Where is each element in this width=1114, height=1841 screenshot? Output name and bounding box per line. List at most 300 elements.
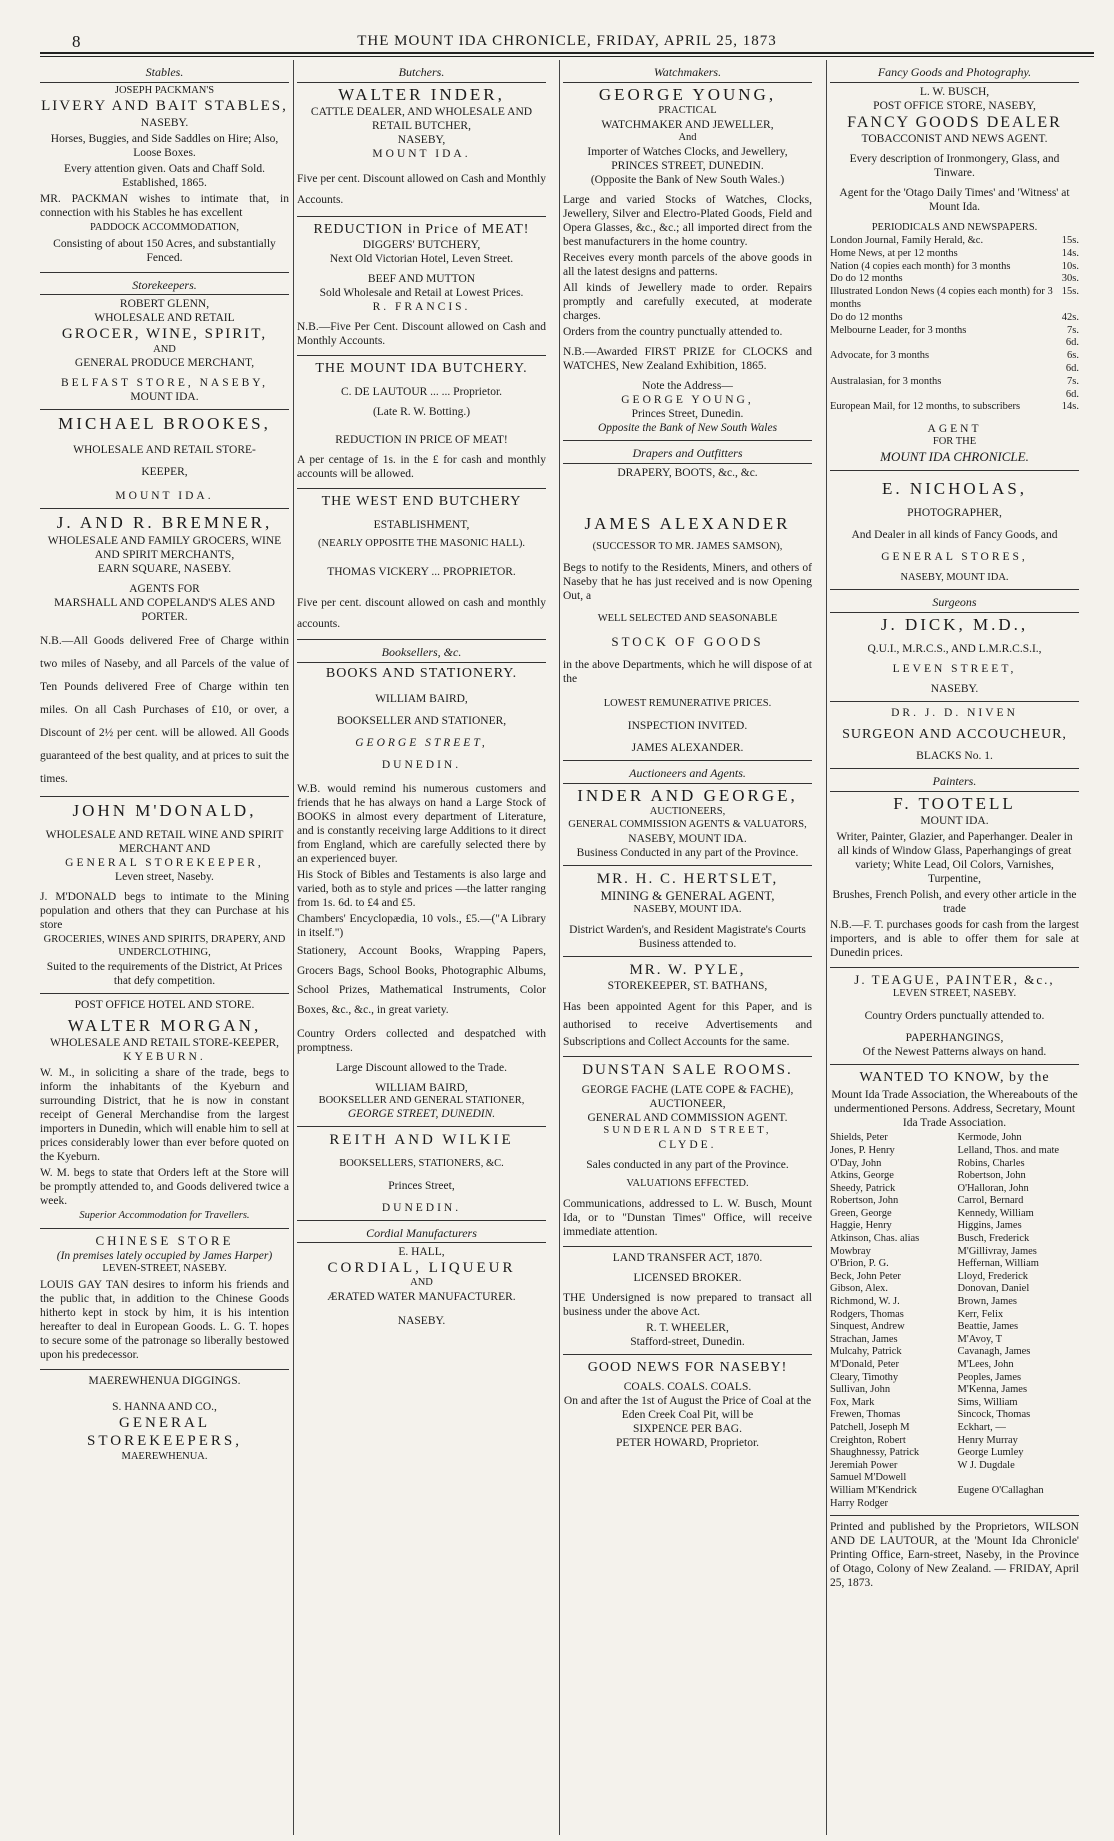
section-heading: Surgeons xyxy=(830,595,1079,613)
ad-line: Suited to the requirements of the District, At Prices that defy competition. xyxy=(46,960,283,987)
section-heading: Cordial Manufacturers xyxy=(297,1226,546,1244)
section-heading: Drapers and Outfitters xyxy=(563,446,812,464)
person-name: William M'Kendrick xyxy=(830,1484,917,1496)
person-name: Robertson, John xyxy=(830,1195,899,1207)
columns xyxy=(40,60,1094,1835)
ad-heading: F. TOOTELL xyxy=(893,793,1016,813)
person-name: George Lumley xyxy=(957,1447,1024,1459)
person-name xyxy=(958,1472,1080,1485)
ad-heading: CORDIAL, LIQUEUR xyxy=(327,1260,516,1277)
person-name: Henry Murray xyxy=(957,1434,1018,1446)
person-name: Carrol, Bernard xyxy=(957,1195,1024,1207)
ad-heading: GROCER, WINE, SPIRIT, xyxy=(61,326,268,343)
person-name: Sullivan, John xyxy=(830,1384,891,1396)
price-value: 10s. xyxy=(1061,260,1079,272)
ad-line: Next Old Victorian Hotel, Leven Street. xyxy=(329,252,514,265)
ad-line: BLACKS No. 1. xyxy=(916,749,993,762)
person-name: Frewen, Thomas xyxy=(830,1409,901,1421)
price-item: Nation (4 copies each month) for 3 months xyxy=(830,260,1011,272)
ad-niven xyxy=(830,702,1079,769)
person-name: Cavanagh, James xyxy=(957,1346,1031,1358)
ad-text: Communications, addressed to L. W. Busch, Mount Ida, or to "Dunstan Times" Office, will receive immediate attention. xyxy=(563,1198,812,1239)
price-item: Do do 12 months xyxy=(830,273,903,285)
section-heading: Fancy Goods and Photography. xyxy=(830,65,1079,83)
price-row xyxy=(830,261,1079,274)
ad-teague xyxy=(830,968,1079,1065)
person-name: Donovan, Daniel xyxy=(957,1283,1030,1295)
ad-heading: J. AND R. BREMNER, xyxy=(56,513,273,533)
ad-busch xyxy=(830,60,1079,471)
person-name: Jones, P. Henry xyxy=(830,1144,895,1156)
ad-line: ESTABLISHMENT, xyxy=(373,519,470,532)
column-1 xyxy=(40,60,289,1835)
ad-line: DUNEDIN. xyxy=(381,759,462,772)
ad-heading: FANCY GOODS DEALER xyxy=(847,113,1062,131)
person-name: Heffernan, William xyxy=(957,1258,1039,1270)
ad-line: WATCHMAKER AND JEWELLER, xyxy=(601,119,774,132)
ad-text: in the above Departments, which he will dispose of at the xyxy=(563,659,812,686)
ad-text: N.B.—Awarded FIRST PRIZE for CLOCKS and WATCHES, New Zealand Exhibition, 1865. xyxy=(563,346,812,373)
ad-line: CATTLE DEALER, AND WHOLESALE AND RETAIL BUTCHER, xyxy=(310,106,533,133)
ad-hall xyxy=(297,1221,546,1334)
ad-line: AUCTIONEER, xyxy=(649,1098,726,1111)
price-value: 15s. xyxy=(1061,235,1079,247)
ad-line: District Warden's, and Resident Magistrate's Courts Business attended to. xyxy=(569,923,806,950)
ad-text: Mount Ida Trade Association, the Whereabouts of the undermentioned Persons. Address, Secretary, Mount Ida Trade Association. xyxy=(831,1089,1078,1130)
ad-text: N.B.—F. T. purchases goods for cash from the largest importers, and is able to offer them for sale at Dunedin prices. xyxy=(830,919,1079,960)
ad-line: LICENSED BROKER. xyxy=(633,1272,742,1285)
ad-mount-ida-butchery xyxy=(297,356,546,489)
ad-glenn xyxy=(40,273,289,411)
price-item: Melbourne Leader, for 3 months xyxy=(830,324,967,336)
ad-line: COALS. COALS. COALS. xyxy=(623,1381,752,1394)
ad-line: GENERAL STOREKEEPER, xyxy=(65,856,264,869)
ad-line: TOBACCONIST AND NEWS AGENT. xyxy=(861,133,1048,146)
ad-line: CLYDE. xyxy=(658,1139,717,1152)
person-name: Fox, Mark xyxy=(830,1396,875,1408)
ad-text: N.B.—Five Per Cent. Discount allowed on Cash and Monthly Accounts. xyxy=(297,320,546,347)
ad-text: His Stock of Bibles and Testaments is also large and varied, both as to style and prices —the latter ranging from 1s. 6d. to £4 and £5. xyxy=(297,869,546,910)
ad-line: Stafford-street, Dunedin. xyxy=(630,1336,745,1349)
person-name: Robertson, John xyxy=(957,1170,1026,1182)
ad-text: Five per cent. discount allowed on cash and monthly accounts. xyxy=(297,597,546,630)
ad-line: Q.U.I., M.R.C.S., AND L.M.R.C.S.I., xyxy=(867,642,1042,655)
masthead xyxy=(40,30,1094,50)
ad-heading: GOOD NEWS FOR NASEBY! xyxy=(587,1360,788,1376)
price-row xyxy=(830,325,1079,351)
ad-line: Sales conducted in any part of the Province. xyxy=(586,1159,789,1172)
ad-line: Note the Address— xyxy=(642,380,733,393)
person-name: Kennedy, William xyxy=(957,1207,1034,1219)
ad-heading: MR. H. C. HERTSLET, xyxy=(596,870,779,887)
ad-line: MOUNT IDA. xyxy=(372,148,471,161)
person-name: Sheedy, Patrick xyxy=(830,1182,896,1194)
periodicals-price-list xyxy=(830,235,1079,414)
ad-line: VALUATIONS EFFECTED. xyxy=(626,1178,749,1190)
names-column-right xyxy=(958,1132,1080,1510)
ad-line: BEEF AND MUTTON xyxy=(367,272,476,285)
person-name: O'Day, John xyxy=(830,1157,882,1169)
ad-dunstan xyxy=(563,1057,812,1247)
ad-heading: JOHN M'DONALD, xyxy=(72,801,257,821)
ad-heading: J. DICK, M.D., xyxy=(880,615,1029,635)
names-column-left xyxy=(830,1132,952,1510)
ad-text: Receives every month parcels of the above goods in all the latest designs and patterns. xyxy=(563,252,812,279)
ad-line: JAMES ALEXANDER. xyxy=(631,741,744,754)
ad-text: THE Undersigned is now prepared to transact all business under the above Act. xyxy=(563,1292,812,1319)
ad-text: N.B.—All Goods delivered Free of Charge within two miles of Naseby, and all Parcels of the value of Ten Pounds delivered Free of Charge within ten miles. On all Cash Purchases of £10, or over, a Discount of 2½ per cent. will be allowed. All Goods guaranteed of the best quality, and at prices to suit the times. xyxy=(40,635,289,786)
price-value: 14s. xyxy=(1061,401,1079,413)
ad-line: BOOKSELLER AND STATIONER, xyxy=(336,715,507,728)
column-rule xyxy=(559,60,560,1835)
ad-hanna xyxy=(40,1370,289,1468)
ad-top: MAEREWHENUA DIGGINGS. xyxy=(88,1375,241,1388)
ad-heading: SURGEON AND ACCOUCHEUR, xyxy=(842,726,1067,742)
person-name: Cleary, Timothy xyxy=(830,1371,899,1383)
ad-heading: MICHAEL BROOKES, xyxy=(58,414,271,434)
ad-line: LEVEN STREET, NASEBY. xyxy=(892,988,1017,1000)
price-row xyxy=(830,286,1079,312)
ad-line: LOWEST REMUNERATIVE PRICES. xyxy=(603,698,772,710)
ad-line: THOMAS VICKERY ... PROPRIETOR. xyxy=(327,566,516,579)
person-name: Jeremiah Power xyxy=(830,1459,898,1471)
ad-reith-wilkie xyxy=(297,1127,546,1220)
ad-diggers-butchery xyxy=(297,217,546,356)
ad-text: Large and varied Stocks of Watches, Clocks, Jewellery, Silver and Electro-Plated Goods, Field and Opera Glasses, &c., &c.; all imported direct from the best manufacturers in the home country. xyxy=(563,194,812,249)
ad-name: L. W. BUSCH, xyxy=(919,85,990,98)
ad-top: DRAPERY, BOOTS, &c., &c. xyxy=(617,466,758,479)
ad-wheeler xyxy=(563,1247,812,1355)
ad-line: AGENT xyxy=(927,423,982,436)
ad-line: GEORGE FACHE (LATE COPE & FACHE), xyxy=(581,1084,794,1097)
ad-name: E. HALL, xyxy=(398,1246,445,1259)
ad-young xyxy=(563,60,812,441)
ad-baird xyxy=(297,640,546,1127)
price-row xyxy=(830,273,1079,286)
price-row xyxy=(830,401,1079,414)
ad-line: STOCK OF GOODS xyxy=(611,634,764,650)
ad-text: LOUIS GAY TAN desires to inform his friends and the public that, in addition to the Chinese Goods hitherto kept in stock by him, it is his intention hereafter to deal in European Goods. L. G. T. hopes to secure some of the patronage so liberally bestowed upon his predecessor. xyxy=(40,1278,289,1362)
section-heading: Storekeepers. xyxy=(40,278,289,296)
ad-line: MOUNT IDA. xyxy=(130,391,199,404)
ad-text: Agent for the 'Otago Daily Times' and 'Witness' at Mount Ida. xyxy=(839,187,1070,214)
column-rule xyxy=(826,60,827,1835)
ad-text: Horses, Buggies, and Side Saddles on Hire; Also, Loose Boxes. xyxy=(50,132,279,159)
price-item: European Mail, for 12 months, to subscribers xyxy=(830,401,1021,413)
ad-line: NASEBY, MOUNT IDA. xyxy=(628,832,747,845)
ad-place: MAEREWHENUA. xyxy=(121,1450,208,1462)
person-name: M'Gillivray, James xyxy=(957,1245,1037,1257)
ad-line: (Opposite the Bank of New South Wales.) xyxy=(590,174,785,186)
section-heading: Stables. xyxy=(40,65,289,83)
price-item: Advocate, for 3 months xyxy=(830,350,930,362)
ad-heading: J. TEAGUE, PAINTER, &c., xyxy=(854,972,1055,988)
ad-line: Importer of Watches Clocks, and Jewellery, PRINCES STREET, DUNEDIN. xyxy=(587,145,788,172)
person-name: Atkins, George xyxy=(830,1170,894,1182)
ad-heading: JAMES ALEXANDER xyxy=(584,513,791,533)
ad-heading: LIVERY AND BAIT STABLES, xyxy=(41,98,288,115)
person-name: O'Halloran, John xyxy=(957,1182,1029,1194)
ad-tootell xyxy=(830,769,1079,969)
person-name: Rodgers, Thomas xyxy=(830,1308,904,1320)
person-name: Eckhart, — xyxy=(957,1421,1006,1433)
ad-line: Princes Street, xyxy=(388,1179,455,1192)
person-name: Strachan, James xyxy=(830,1333,898,1345)
ad-heading: WALTER INDER, xyxy=(338,84,505,104)
ad-line: WHOLESALE AND FAMILY GROCERS, WINE AND SPIRIT MERCHANTS, xyxy=(47,534,282,561)
ad-heading: DUNSTAN SALE ROOMS. xyxy=(582,1062,793,1079)
column-4 xyxy=(830,60,1079,1835)
price-value: 42s. xyxy=(1061,311,1079,323)
ad-line: GENERAL AND COMMISSION AGENT. xyxy=(587,1112,788,1125)
ad-line: Princes Street, Dunedin. xyxy=(631,408,744,421)
ad-line: EARN SQUARE, NASEBY. xyxy=(97,563,232,575)
ad-line: GEORGE STREET, xyxy=(355,737,488,750)
person-name: M'Kenna, James xyxy=(957,1384,1028,1396)
ad-owner: JOSEPH PACKMAN'S xyxy=(114,84,215,96)
ad-text: MR. PACKMAN wishes to intimate that, in connection with his Stables he has excellent xyxy=(40,192,289,219)
price-row xyxy=(830,350,1079,376)
ad-text: Writer, Painter, Glazier, and Paperhanger. Dealer in all kinds of Window Glass, Paperhangings of great variety; White Lead, Oil Colors, Varnishes, Turpentine, xyxy=(836,831,1073,886)
ad-line: R. FRANCIS. xyxy=(372,300,471,313)
ad-wanted-to-know xyxy=(830,1065,1079,1516)
person-name: Beattie, James xyxy=(957,1321,1019,1333)
ad-line: Leven street, Naseby. xyxy=(115,870,214,883)
ad-heading: REITH AND WILKIE xyxy=(329,1132,514,1149)
ad-line: MOUNT IDA CHRONICLE. xyxy=(880,449,1029,465)
person-name: M'Avoy, T xyxy=(957,1333,1003,1345)
person-name: Mulcahy, Patrick xyxy=(830,1346,902,1358)
column-rule xyxy=(293,60,294,1835)
price-item: Do do 12 months xyxy=(830,311,903,323)
ad-line: DUNEDIN. xyxy=(381,1201,462,1214)
ad-line: AUCTIONEERS, xyxy=(649,806,726,818)
ad-line: MINING & GENERAL AGENT, xyxy=(600,888,775,904)
ad-heading: MR. W. PYLE, xyxy=(629,961,746,978)
ad-line: ÆRATED WATER MANUFACTURER. xyxy=(327,1291,516,1304)
ad-line: GENERAL PRODUCE MERCHANT, xyxy=(74,357,255,370)
ad-chinese-store xyxy=(40,1229,289,1370)
ad-heading: E. NICHOLAS, xyxy=(881,478,1028,498)
ad-line: Business Conducted in any part of the Province. xyxy=(576,846,799,859)
ad-alexander xyxy=(563,441,812,761)
person-name: Brown, James xyxy=(957,1296,1017,1308)
ad-morgan xyxy=(40,994,289,1230)
ad-line: GENERAL COMMISSION AGENTS & VALUATORS, xyxy=(568,819,807,831)
section-heading: Painters. xyxy=(830,774,1079,792)
ad-line: NASEBY. xyxy=(930,682,979,695)
person-name: Sincock, Thomas xyxy=(957,1409,1031,1421)
ad-line: And xyxy=(678,132,697,144)
person-name: Eugene O'Callaghan xyxy=(957,1484,1044,1496)
ad-line: SUNDERLAND STREET, xyxy=(603,1125,772,1137)
ad-line: GENERAL STORES, xyxy=(881,550,1028,563)
ad-line: BOOKSELLER AND GENERAL STATIONER, xyxy=(318,1094,525,1106)
price-value: 15s. xyxy=(1061,286,1079,298)
person-name: Shaughnessy, Patrick xyxy=(830,1447,920,1459)
section-heading: Booksellers, &c. xyxy=(297,645,546,663)
person-name: Samuel M'Dowell xyxy=(830,1472,907,1484)
ad-heading: GEORGE YOUNG, xyxy=(598,84,777,104)
person-name: Robins, Charles xyxy=(957,1157,1025,1169)
ad-line: STOREKEEPER, ST. BATHANS, xyxy=(607,980,768,993)
ad-name: ROBERT GLENN, xyxy=(119,298,210,311)
section-heading: Butchers. xyxy=(297,65,546,83)
person-name: Gibson, Alex. xyxy=(830,1283,889,1295)
masthead-rule xyxy=(40,52,1094,54)
section-heading: Watchmakers. xyxy=(563,65,812,83)
ad-text: W. M., in soliciting a share of the trade, begs to inform the inhabitants of the Kyeburn and surrounding District, that he is now in constant receipt of General Merchandise from the largest importers in Dunedin, which will enable him to sell at prices considerably lower than ever before quoted on the Kyeburn. xyxy=(40,1067,289,1164)
ad-text: Country Orders collected and despatched with promptness. xyxy=(297,1027,546,1054)
ad-line: (Late R. W. Botting.) xyxy=(372,406,471,419)
price-value: 14s. xyxy=(1061,247,1079,259)
column-3 xyxy=(563,60,812,1835)
ad-line: AGENTS FOR xyxy=(129,583,200,596)
person-name: Atkinson, Chas. alias Mowbray xyxy=(830,1233,920,1257)
ad-line: R. T. WHEELER, xyxy=(646,1322,729,1335)
price-value: 7s. 6d. xyxy=(1065,324,1079,349)
ad-text: W. M. begs to state that Orders left at the Store will be promptly attended to, and Goods delivered twice a week. xyxy=(40,1167,289,1208)
ad-text: Begs to notify to the Residents, Miners, and others of Naseby that he has just received and is now Opening Out, a xyxy=(563,562,812,603)
person-name: Higgins, James xyxy=(957,1220,1022,1232)
imprint xyxy=(830,1516,1079,1595)
ad-brookes xyxy=(40,410,289,509)
price-value: 7s. 6d. xyxy=(1065,375,1079,400)
ad-text: Orders from the country punctually attended to. xyxy=(563,326,783,339)
ad-line: Country Orders punctually attended to. xyxy=(864,1010,1045,1023)
ad-line: WHOLESALE AND RETAIL STORE-KEEPER, xyxy=(49,1037,280,1050)
masthead-rule-thin xyxy=(40,56,1094,57)
price-row xyxy=(830,312,1079,325)
ad-line: (NEARLY OPPOSITE THE MASONIC HALL). xyxy=(318,538,525,550)
ad-text: Large Discount allowed to the Trade. xyxy=(336,1061,507,1074)
ad-text: On and after the 1st of August the Price of Coal at the Eden Creek Coal Pit, will be xyxy=(563,1395,812,1422)
ad-packman-stables xyxy=(40,60,289,273)
ad-line: REDUCTION IN PRICE OF MEAT! xyxy=(335,434,508,447)
person-name: Haggie, Henry xyxy=(830,1220,892,1232)
ad-line: AND xyxy=(153,343,176,355)
ad-text: Has been appointed Agent for this Paper, and is authorised to receive Advertisements and Subscriptions and Collect Accounts for the same. xyxy=(563,1001,812,1048)
ad-line: (SUCCESSOR TO MR. JAMES SAMSON), xyxy=(592,540,783,552)
ad-line: PRACTICAL xyxy=(658,105,717,117)
person-name: Sinquest, Andrew xyxy=(830,1321,905,1333)
ad-line: NASEBY, MOUNT IDA. xyxy=(633,904,742,916)
ad-line: MOUNT IDA. xyxy=(115,490,214,503)
ad-line: AND xyxy=(410,1277,433,1289)
ad-line: PETER HOWARD, Proprietor. xyxy=(615,1437,760,1450)
ad-line: KYEBURN. xyxy=(123,1051,206,1064)
ad-line: WHOLESALE AND RETAIL WINE AND SPIRIT MERCHANT AND xyxy=(45,828,284,855)
ad-text: Stationery, Account Books, Wrapping Papers, Grocers Bags, School Books, Photographic Albums, School Prizes, Mathematical Instruments, Color Boxes, &c., &c., in great variety. xyxy=(297,945,546,1016)
person-name: Lloyd, Frederick xyxy=(957,1270,1029,1282)
person-name: W J. Dugdale xyxy=(957,1459,1015,1471)
ad-line: BOOKSELLERS, STATIONERS, &C. xyxy=(339,1157,504,1169)
ad-mcdonald xyxy=(40,797,289,993)
ad-place: NASEBY. xyxy=(397,1315,446,1328)
ad-line: NASEBY, xyxy=(397,134,446,147)
ad-text: All kinds of Jewellery made to order. Repairs promptly and carefully executed, at moderate charges. xyxy=(563,282,812,323)
missing-persons-list xyxy=(830,1132,1079,1510)
ad-line: GEORGE YOUNG, xyxy=(621,394,754,407)
ad-line: PAPERHANGINGS, xyxy=(905,1032,1004,1045)
ad-line: POST OFFICE STORE, NASEBY, xyxy=(873,99,1036,112)
ad-line: GEORGE STREET, DUNEDIN. xyxy=(347,1108,496,1121)
ad-line: C. DE LAUTOUR ... ... Proprietor. xyxy=(340,386,503,399)
ad-inder-butcher xyxy=(297,60,546,217)
ad-text: Chambers' Encyclopædia, 10 vols., £5.—("A Library in itself.") xyxy=(297,913,546,940)
ad-line: (In premises lately occupied by James Harper) xyxy=(56,1250,273,1263)
ad-line: GROCERIES, WINES AND SPIRITS, DRAPERY, AND UNDERCLOTHING, xyxy=(43,933,286,958)
ad-line: PHOTOGRAPHER, xyxy=(907,506,1002,519)
ad-west-end-butchery xyxy=(297,489,546,640)
price-row xyxy=(830,248,1079,261)
ad-line: WELL SELECTED AND SEASONABLE xyxy=(597,613,778,625)
ad-hertslet xyxy=(563,866,812,957)
person-name: Patchell, Joseph M xyxy=(830,1421,910,1433)
ad-nicholas xyxy=(830,471,1079,591)
person-name: Kermode, John xyxy=(957,1132,1022,1144)
ad-place: NASEBY. xyxy=(140,116,189,129)
person-name: Kerr, Felix xyxy=(957,1308,1004,1320)
ad-line: Opposite the Bank of New South Wales xyxy=(597,422,778,435)
ad-line: WHOLESALE AND RETAIL STORE- xyxy=(73,444,256,457)
ad-line: FOR THE xyxy=(932,436,977,448)
person-name: Richmond, W. J. xyxy=(830,1296,900,1308)
ad-line: LEVEN-STREET, NASEBY. xyxy=(102,1263,227,1275)
person-name: Busch, Frederick xyxy=(957,1233,1030,1245)
ad-name: S. HANNA AND CO., xyxy=(112,1401,217,1414)
ad-heading: REDUCTION in Price of MEAT! xyxy=(313,221,530,237)
ad-line: And Dealer in all kinds of Fancy Goods, and xyxy=(851,528,1058,541)
ad-heading: THE MOUNT IDA BUTCHERY. xyxy=(315,360,528,376)
ad-pyle xyxy=(563,957,812,1057)
ad-heading: LAND TRANSFER ACT, 1870. xyxy=(612,1252,763,1265)
ad-line: NASEBY, MOUNT IDA. xyxy=(900,571,1009,583)
page-number: 8 xyxy=(72,32,81,51)
ad-text: Every attention given. Oats and Chaff Sold. Established, 1865. xyxy=(64,162,265,189)
imprint-text: Printed and published by the Proprietors, WILSON AND DE LAUTOUR, at the 'Mount Ida Chronicle' Printing Office, Earn-street, Naseby, in the Province of Otago, Colony of New Zealand. — FRIDAY, April 25, 1873. xyxy=(830,1521,1079,1590)
ad-line: MOUNT IDA. xyxy=(920,815,989,828)
ad-text: Every description of Ironmongery, Glass, and Tinware. xyxy=(849,153,1060,180)
price-item: Australasian, for 3 months xyxy=(830,375,942,387)
masthead-title: THE MOUNT IDA CHRONICLE, FRIDAY, APRIL 25, 1873 xyxy=(357,33,777,49)
ad-line: BELFAST STORE, NASEBY, xyxy=(60,377,268,390)
price-value: 30s. xyxy=(1061,273,1079,285)
ad-howard xyxy=(563,1355,812,1455)
person-name: Shields, Peter xyxy=(830,1132,888,1144)
section-heading: Auctioneers and Agents. xyxy=(563,766,812,784)
ad-inder-george xyxy=(563,761,812,866)
ad-line: INSPECTION INVITED. xyxy=(627,719,748,732)
ad-top: POST OFFICE HOTEL AND STORE. xyxy=(74,998,255,1011)
person-name: M'Lees, John xyxy=(957,1359,1014,1370)
person-name: Sims, William xyxy=(957,1396,1018,1408)
person-name: M'Donald, Peter xyxy=(830,1359,899,1370)
ad-text: Brushes, French Polish, and every other article in the trade xyxy=(832,889,1077,916)
ad-text: W.B. would remind his numerous customers and friends that he has always on hand a Large Stock of BOOKS in almost every department of Literature, and is constantly receiving large Additions to it direct from England, which are carefully selected there by an experienced buyer. xyxy=(297,783,546,866)
person-name: Lelland, Thos. and mate xyxy=(957,1144,1060,1156)
ad-text: J. M'DONALD begs to intimate to the Mining population and others that they can Purchase at his store xyxy=(40,890,289,931)
price-item: Illustrated London News (4 copies each month) for 3 months xyxy=(830,286,1053,311)
price-row xyxy=(830,376,1079,402)
ad-text: Five per cent. Discount allowed on Cash and Monthly Accounts. xyxy=(297,173,546,207)
person-name: Creighton, Robert xyxy=(830,1434,906,1446)
ad-line: SIXPENCE PER BAG. xyxy=(633,1423,742,1436)
ad-line: WILLIAM BAIRD, xyxy=(375,693,468,706)
ad-line: Of the Newest Patterns always on hand. xyxy=(862,1046,1047,1059)
price-item: Home News, at per 12 months xyxy=(830,247,958,259)
ad-line: PERIODICALS AND NEWSPAPERS. xyxy=(871,222,1038,234)
